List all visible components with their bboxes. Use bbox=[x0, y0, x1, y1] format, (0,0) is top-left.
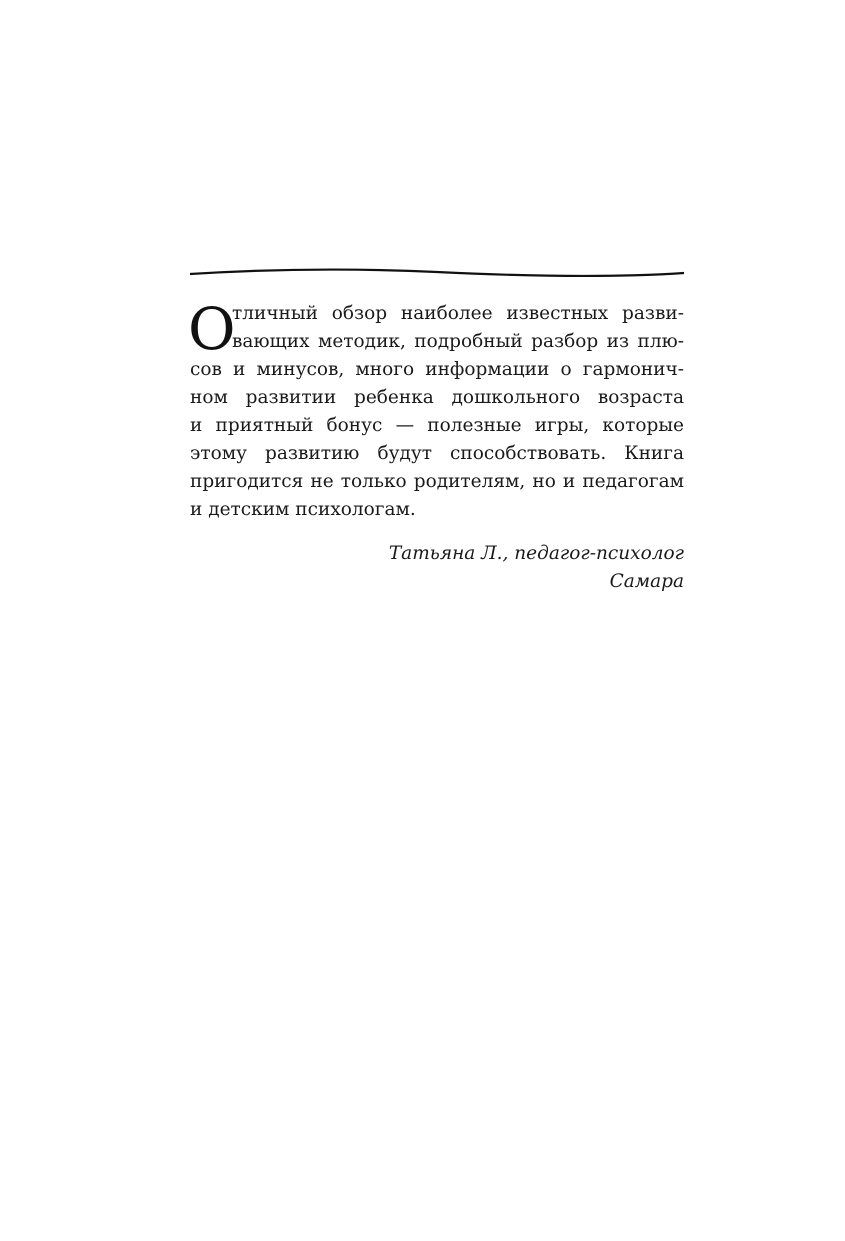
drop-cap: О bbox=[188, 295, 236, 363]
review-quote bbox=[188, 295, 684, 524]
decorative-wave-divider bbox=[190, 262, 684, 284]
review-line: тличный обзор наиболее известных разви- bbox=[232, 303, 684, 324]
review-line: ном развитии ребенка дошкольного возраста bbox=[190, 387, 684, 408]
attribution-city: Самара bbox=[609, 571, 684, 592]
review-line: и детским психологам. bbox=[190, 499, 416, 520]
review-line: этому развитию будут способствовать. Книга bbox=[190, 443, 684, 464]
attribution-author: Татьяна Л., педагог-психолог bbox=[388, 543, 684, 564]
review-line: сов и минусов, много информации о гармонич- bbox=[190, 359, 684, 380]
review-line: и приятный бонус — полезные игры, которые bbox=[190, 415, 684, 436]
review-line: пригодится не только родителям, но и педагогам bbox=[190, 471, 684, 492]
review-attribution bbox=[190, 540, 684, 596]
review-line: вающих методик, подробный разбор из плю- bbox=[232, 331, 684, 352]
